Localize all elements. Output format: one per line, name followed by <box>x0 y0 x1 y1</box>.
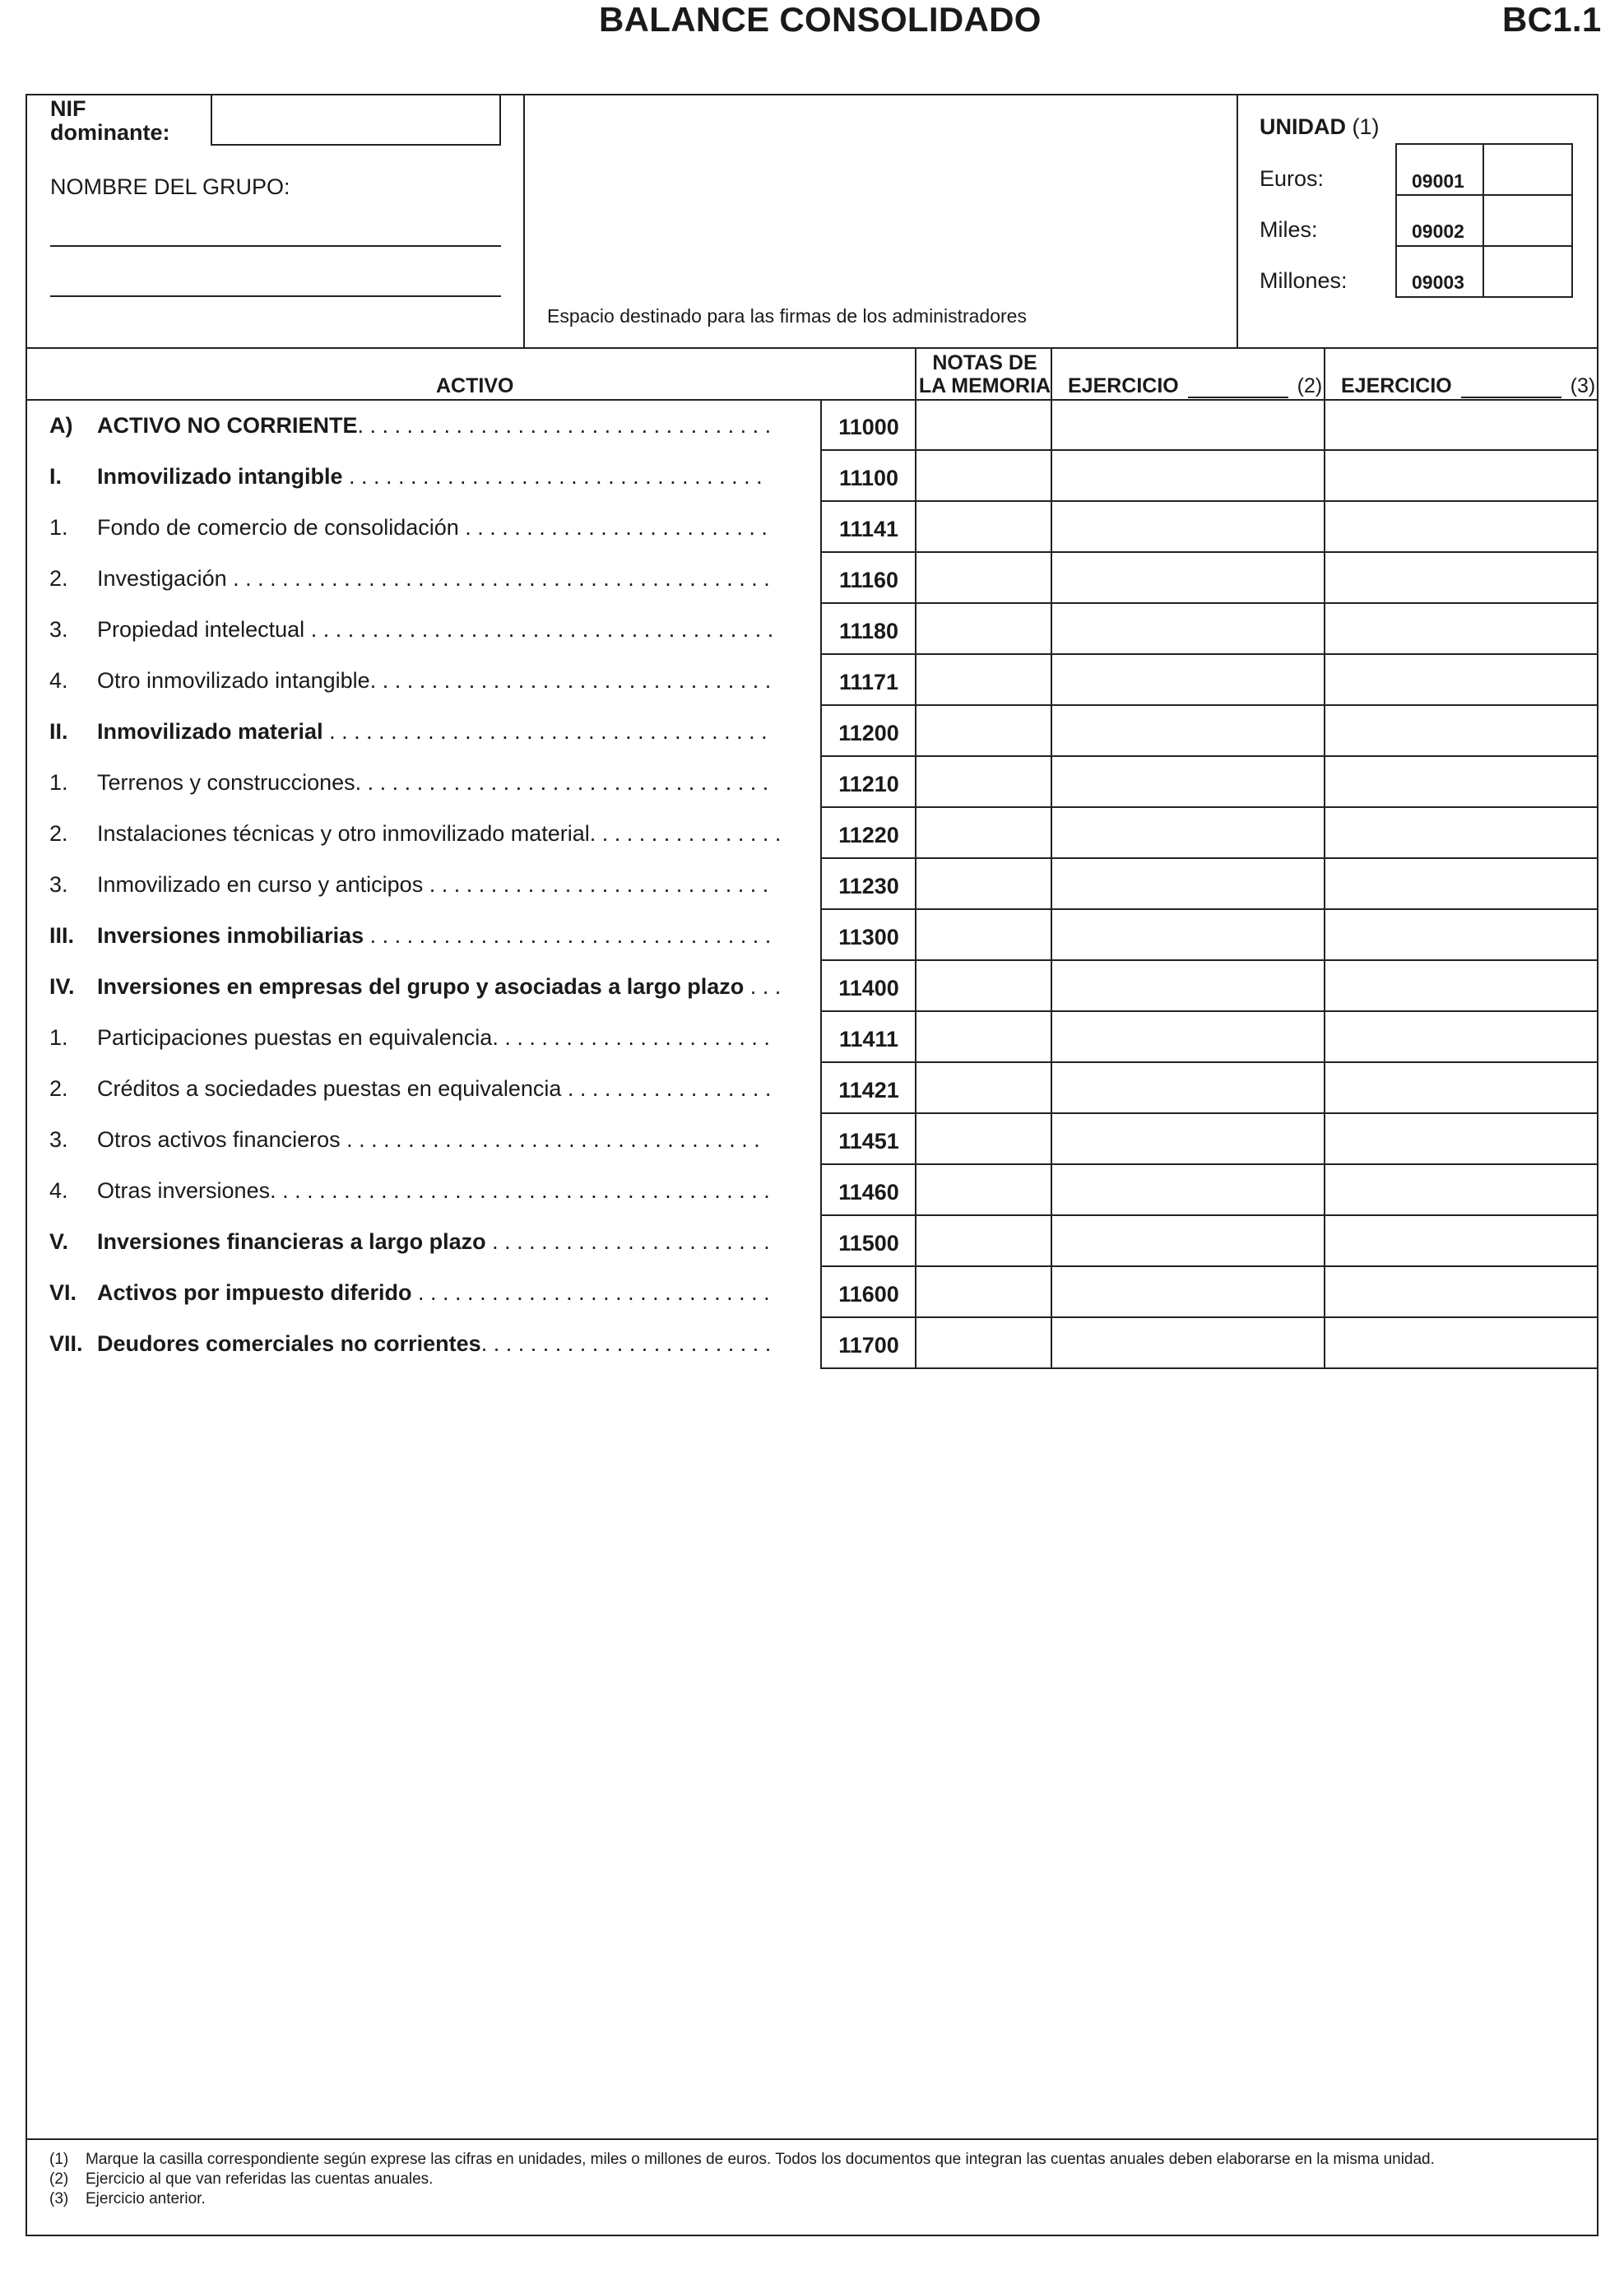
cell-notas[interactable] <box>916 707 1051 754</box>
row-label: Créditos a sociedades puestas en equivalencia <box>97 1076 562 1101</box>
row-number: III. <box>49 923 75 948</box>
cell-ejercicio-actual[interactable] <box>1052 1217 1324 1265</box>
cell-ejercicio-actual[interactable] <box>1052 809 1324 856</box>
row-line <box>820 1265 1598 1267</box>
row-line <box>820 449 1598 451</box>
cell-ejercicio-anterior[interactable] <box>1325 1268 1597 1316</box>
row-label: Activos por impuesto diferido <box>97 1280 412 1305</box>
table-row-label <box>49 1076 819 1102</box>
row-leader: . . . . . . . . . . . . . . . . . . . . . . . . . . . . . . . . . . . . . . <box>304 617 774 642</box>
cell-ejercicio-anterior[interactable] <box>1325 1166 1597 1214</box>
footnote <box>49 2190 206 2208</box>
footer-divider <box>26 2138 1598 2140</box>
row-code: 11000 <box>838 415 899 439</box>
row-number: 2. <box>49 566 68 591</box>
unit-checkbox-euros[interactable] <box>1486 146 1571 193</box>
signature-area[interactable] <box>527 97 1234 303</box>
unit-label-miles: Miles: <box>1260 217 1318 242</box>
row-leader: . . . . . . . . . . . . . . . . . . . . . . . . . . . . . . . . . . . . . . . . . . . . <box>226 566 770 591</box>
row-code: 11171 <box>838 670 899 694</box>
cell-notas[interactable] <box>916 1268 1051 1316</box>
cell-ejercicio-anterior[interactable] <box>1325 554 1597 601</box>
row-number: 3. <box>49 617 68 642</box>
row-leader: . . . . . . . . . . . . . . . . . . . . . . . . . . . . . . . . . <box>369 668 772 693</box>
row-label: Inmovilizado intangible <box>97 464 343 489</box>
row-label: Inversiones financieras a largo plazo <box>97 1229 486 1254</box>
cell-notas[interactable] <box>916 452 1051 499</box>
row-line <box>820 1061 1598 1063</box>
row-number: 4. <box>49 1178 68 1203</box>
row-line <box>820 1367 1598 1369</box>
row-line <box>820 1010 1598 1012</box>
footnote-number: (1) <box>49 2151 69 2168</box>
row-leader: . . . . . . . . . . . . . . . . . . . . . . . . . <box>458 515 768 540</box>
row-label: Fondo de comercio de consolidación <box>97 515 459 540</box>
column-header-notas: NOTAS DE LA MEMORIA <box>918 351 1051 397</box>
divider-identification <box>523 94 525 349</box>
cell-ejercicio-actual[interactable] <box>1052 656 1324 703</box>
cell-ejercicio-actual[interactable] <box>1052 554 1324 601</box>
row-label: Deudores comerciales no corrientes <box>97 1331 481 1356</box>
unit-code-miles: 09002 <box>1412 221 1464 242</box>
row-label: Participaciones puestas en equivalencia <box>97 1025 493 1050</box>
row-code: 11141 <box>838 517 899 541</box>
row-leader: . . . . . . . . . . . . . . . . . . . . . . . <box>485 1229 770 1254</box>
cell-ejercicio-anterior[interactable] <box>1325 401 1597 448</box>
cell-ejercicio-anterior[interactable] <box>1325 860 1597 908</box>
row-leader: . . . . . . . . . . . . . . . . . . . . . . . . . . . . . . . . . <box>364 923 772 948</box>
column-header-ejercicio-actual: EJERCICIO (2) <box>1068 374 1323 397</box>
row-label: Propiedad intelectual <box>97 617 305 642</box>
row-number: 1. <box>49 515 68 540</box>
cell-ejercicio-anterior[interactable] <box>1325 1115 1597 1163</box>
row-number: V. <box>49 1229 69 1254</box>
column-header-activo: ACTIVO <box>436 374 514 397</box>
table-row-label <box>49 566 819 592</box>
nif-input[interactable] <box>211 94 501 146</box>
unit-grid-row-line <box>1395 194 1573 196</box>
cell-notas[interactable] <box>916 503 1051 550</box>
row-leader: . . . . . . . . . . . . . . . . . . . . . . . . . . . . . . . . . . <box>340 1127 760 1152</box>
cell-ejercicio-anterior[interactable] <box>1325 758 1597 805</box>
row-code: 11220 <box>838 823 899 847</box>
cell-notas[interactable] <box>916 554 1051 601</box>
cell-notas[interactable] <box>916 1064 1051 1112</box>
row-line <box>820 908 1598 910</box>
row-number: 1. <box>49 770 68 795</box>
cell-ejercicio-actual[interactable] <box>1052 1064 1324 1112</box>
row-leader: . . . . . . . . . . . . . . . . . . . . . . . . . . . . . <box>411 1280 770 1305</box>
footnote <box>49 2170 433 2189</box>
cell-notas[interactable] <box>916 656 1051 703</box>
unit-checkbox-millones[interactable] <box>1486 248 1571 295</box>
cell-notas[interactable] <box>916 1115 1051 1163</box>
table-row-label <box>49 719 819 745</box>
group-name-line-2[interactable] <box>50 295 501 297</box>
row-number: II. <box>49 719 68 744</box>
row-line <box>820 755 1598 757</box>
cell-ejercicio-actual[interactable] <box>1052 911 1324 959</box>
row-label: Investigación <box>97 566 227 591</box>
table-row-label <box>49 1178 819 1204</box>
row-line <box>820 1316 1598 1318</box>
table-row-label <box>49 872 819 898</box>
row-number: A) <box>49 413 73 438</box>
column-header-ejercicio-anterior: EJERCICIO (3) <box>1341 374 1596 397</box>
footnote-text: Ejercicio anterior. <box>86 2190 206 2207</box>
cell-ejercicio-anterior[interactable] <box>1325 962 1597 1010</box>
cell-ejercicio-actual[interactable] <box>1052 1166 1324 1214</box>
cell-ejercicio-anterior[interactable] <box>1325 452 1597 499</box>
page-title: BALANCE CONSOLIDADO <box>599 0 1042 39</box>
cell-ejercicio-actual[interactable] <box>1052 860 1324 908</box>
cell-ejercicio-anterior[interactable] <box>1325 503 1597 550</box>
table-row-label <box>49 770 819 796</box>
table-row-label <box>49 1280 819 1306</box>
row-code: 11421 <box>838 1078 899 1103</box>
table-row-label <box>49 1127 819 1153</box>
cell-ejercicio-actual[interactable] <box>1052 1115 1324 1163</box>
row-number: I. <box>49 464 63 489</box>
row-code: 11500 <box>838 1231 899 1256</box>
row-leader: . . . . . . . . . . . . . . . . . . . . . . . . . . . . . . . . . . <box>357 413 772 438</box>
footnote-text: Ejercicio al que van referidas las cuentas anuales. <box>86 2170 434 2188</box>
cell-notas[interactable] <box>916 962 1051 1010</box>
row-number: 2. <box>49 821 68 846</box>
unit-checkbox-miles[interactable] <box>1486 197 1571 244</box>
table-row-label <box>49 515 819 541</box>
footnote-text: Marque la casilla correspondiente según exprese las cifras en unidades, miles o millones de euros. Todos los documentos que integran las cuentas anuales deben elaborarse en la misma unidad. <box>86 2151 1435 2168</box>
unit-title: UNIDAD (1) <box>1260 114 1380 139</box>
row-code: 11200 <box>838 721 899 745</box>
cell-notas[interactable] <box>916 1013 1051 1061</box>
footnote-number: (3) <box>49 2190 69 2207</box>
row-line <box>820 857 1598 859</box>
cell-notas[interactable] <box>916 758 1051 805</box>
cell-ejercicio-anterior[interactable] <box>1325 911 1597 959</box>
cell-notas[interactable] <box>916 1217 1051 1265</box>
signature-space-label: Espacio destinado para las firmas de los administradores <box>547 305 1027 327</box>
cell-notas[interactable] <box>916 809 1051 856</box>
row-label: Instalaciones técnicas y otro inmovilizado material <box>97 821 590 846</box>
divider-header <box>26 347 1598 349</box>
cell-ejercicio-actual[interactable] <box>1052 452 1324 499</box>
row-label: Inversiones inmobiliarias <box>97 923 364 948</box>
row-label: Inversiones en empresas del grupo y asociadas a largo plazo <box>97 974 745 999</box>
row-leader: . . . . . . . . . . . . . . . . . . . . . . . <box>492 1025 770 1050</box>
row-leader: . . . . . . . . . . . . . . . . . . . . . . . . . . . . . . . . . . . . . . . . . <box>270 1178 770 1203</box>
row-code: 11451 <box>838 1129 899 1154</box>
cell-ejercicio-actual[interactable] <box>1052 503 1324 550</box>
row-line <box>820 1214 1598 1216</box>
row-line <box>820 500 1598 502</box>
row-leader: . . . . . . . . . . . . . . . . . . . . . . . . . . . . <box>423 872 769 897</box>
row-label: Terrenos y construcciones <box>97 770 355 795</box>
row-code: 11160 <box>838 568 899 592</box>
unit-code-millones: 09003 <box>1412 272 1464 293</box>
unit-label-millones: Millones: <box>1260 268 1348 293</box>
table-row-label <box>49 464 819 490</box>
table-row-label <box>49 1331 819 1357</box>
row-code: 11100 <box>838 466 899 490</box>
cell-ejercicio-actual[interactable] <box>1052 962 1324 1010</box>
unit-grid-row-line <box>1395 245 1573 247</box>
cell-notas[interactable] <box>916 401 1051 448</box>
row-number: VII. <box>49 1331 83 1356</box>
cell-ejercicio-actual[interactable] <box>1052 1268 1324 1316</box>
row-number: 2. <box>49 1076 68 1101</box>
group-name-line-1[interactable] <box>50 245 501 247</box>
row-line <box>820 551 1598 553</box>
footnote-number: (2) <box>49 2170 69 2188</box>
row-leader: . . . . . . . . . . . . . . . . . . . . . . . . . . . . . . . . . . <box>342 464 763 489</box>
row-line <box>820 806 1598 808</box>
nif-label: NIF dominante: <box>50 96 170 145</box>
cell-notas[interactable] <box>916 1319 1051 1367</box>
row-line <box>820 704 1598 706</box>
table-row-label <box>49 923 819 949</box>
row-code: 11230 <box>838 874 899 898</box>
row-number: 4. <box>49 668 68 693</box>
row-code: 11600 <box>838 1282 899 1307</box>
table-row-label <box>49 821 819 847</box>
row-line <box>820 959 1598 961</box>
row-leader: . . . . . . . . . . . . . . . . . <box>561 1076 772 1101</box>
row-code: 11300 <box>838 925 899 949</box>
cell-notas[interactable] <box>916 605 1051 652</box>
cell-ejercicio-actual[interactable] <box>1052 401 1324 448</box>
table-row-label <box>49 1025 819 1051</box>
row-line <box>820 653 1598 655</box>
cell-ejercicio-anterior[interactable] <box>1325 656 1597 703</box>
form-code: BC1.1 <box>1502 0 1602 39</box>
cell-ejercicio-anterior[interactable] <box>1325 707 1597 754</box>
row-code: 11180 <box>838 619 899 643</box>
table-row-label <box>49 974 819 1000</box>
row-number: IV. <box>49 974 75 999</box>
row-number: 3. <box>49 872 68 897</box>
cell-ejercicio-actual[interactable] <box>1052 1319 1324 1367</box>
row-code: 11400 <box>838 976 899 1000</box>
row-leader: . . . <box>744 974 782 999</box>
row-number: 3. <box>49 1127 68 1152</box>
row-line <box>820 1163 1598 1165</box>
cell-ejercicio-actual[interactable] <box>1052 707 1324 754</box>
divider-unit <box>1237 94 1238 349</box>
row-line <box>820 1112 1598 1114</box>
table-row-label <box>49 1229 819 1255</box>
column-line-codes <box>820 399 822 1369</box>
unit-grid-divider <box>1482 143 1484 298</box>
cell-ejercicio-anterior[interactable] <box>1325 809 1597 856</box>
group-name-label: NOMBRE DEL GRUPO: <box>50 174 290 199</box>
row-label: Inmovilizado en curso y anticipos <box>97 872 424 897</box>
row-label: Otro inmovilizado intangible <box>97 668 370 693</box>
footnote <box>49 2151 1435 2169</box>
row-number: VI. <box>49 1280 77 1305</box>
row-number: 1. <box>49 1025 68 1050</box>
row-code: 11210 <box>838 772 899 796</box>
cell-notas[interactable] <box>916 1166 1051 1214</box>
row-label: Otros activos financieros <box>97 1127 341 1152</box>
unit-code-euros: 09001 <box>1412 170 1464 192</box>
row-label: Inmovilizado material <box>97 719 323 744</box>
cell-ejercicio-actual[interactable] <box>1052 758 1324 805</box>
cell-ejercicio-anterior[interactable] <box>1325 1217 1597 1265</box>
row-leader: . . . . . . . . . . . . . . . . . . . . . . . . . . . . . . . . . . . . <box>322 719 768 744</box>
row-code: 11411 <box>838 1027 899 1051</box>
cell-ejercicio-anterior[interactable] <box>1325 1013 1597 1061</box>
cell-notas[interactable] <box>916 860 1051 908</box>
cell-ejercicio-anterior[interactable] <box>1325 1064 1597 1112</box>
unit-label-euros: Euros: <box>1260 166 1325 191</box>
row-label: Otras inversiones <box>97 1178 271 1203</box>
row-line <box>820 602 1598 604</box>
row-code: 11700 <box>838 1333 899 1358</box>
cell-ejercicio-anterior[interactable] <box>1325 1319 1597 1367</box>
table-row-label <box>49 617 819 643</box>
row-label: ACTIVO NO CORRIENTE <box>97 413 358 438</box>
cell-ejercicio-anterior[interactable] <box>1325 605 1597 652</box>
row-leader: . . . . . . . . . . . . . . . . <box>589 821 782 846</box>
table-row-label <box>49 668 819 694</box>
row-code: 11460 <box>838 1180 899 1205</box>
table-row-label <box>49 413 819 439</box>
row-leader: . . . . . . . . . . . . . . . . . . . . . . . . <box>480 1331 772 1356</box>
row-leader: . . . . . . . . . . . . . . . . . . . . . . . . . . . . . . . . . . <box>355 770 769 795</box>
cell-ejercicio-actual[interactable] <box>1052 1013 1324 1061</box>
cell-ejercicio-actual[interactable] <box>1052 605 1324 652</box>
cell-notas[interactable] <box>916 911 1051 959</box>
